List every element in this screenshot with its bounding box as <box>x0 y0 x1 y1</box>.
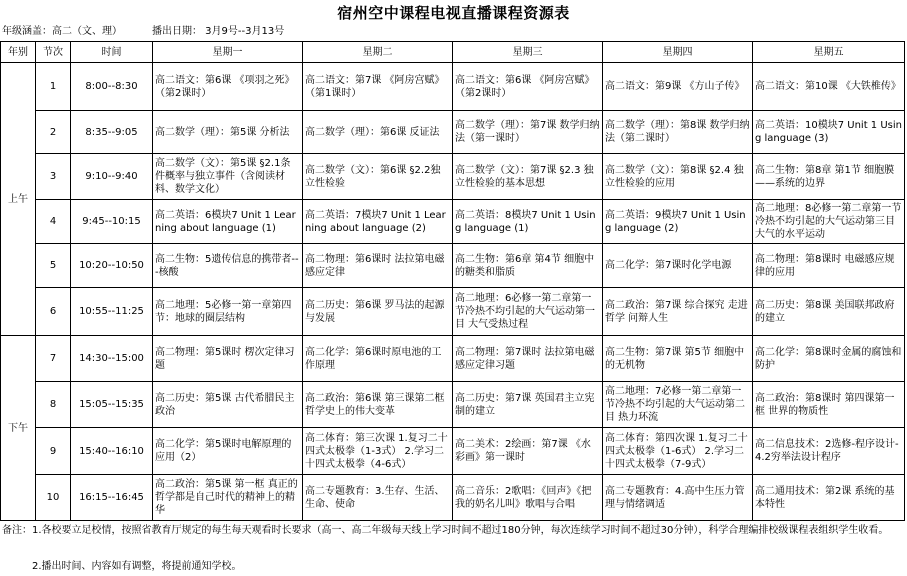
course-text: 高二英语：8模块7 Unit 1 Using language (1) <box>455 209 596 234</box>
course-text: 高二体育：第三次课 1.复习二十四式太极拳（1-3式） 2.学习二十四式太极拳（4-6式） <box>305 432 448 470</box>
course-text: 高二音乐：2歌唱：《回声》《把我的奶名儿叫》歌唱与合唱 <box>455 485 592 510</box>
header-tuesday: 星期二 <box>303 42 453 63</box>
course-text: 高二化学：第8课时金属的腐蚀和防护 <box>755 346 902 371</box>
header-row <box>1 42 905 63</box>
course-cell-monday <box>153 200 303 244</box>
header-friday: 星期五 <box>753 42 905 63</box>
course-text: 高二专题教育：3.生存、生活、生命、使命 <box>305 485 445 510</box>
period-number: 8 <box>36 382 71 428</box>
course-cell-friday <box>753 336 905 382</box>
course-cell-monday <box>153 336 303 382</box>
course-text: 高二数学（文）：第7课 §2.3 独立性检验的基本思想 <box>455 164 594 189</box>
course-cell-wednesday <box>453 288 603 336</box>
period-time: 9:45--10:15 <box>71 200 153 244</box>
remarks-note-2: 2.播出时间、内容如有调整，将提前通知学校。 <box>32 561 242 572</box>
course-cell-wednesday <box>453 428 603 475</box>
header-wednesday: 星期三 <box>453 42 603 63</box>
course-text: 高二物理：第6课时 法拉第电磁感应定律 <box>305 253 445 278</box>
course-cell-wednesday <box>453 111 603 154</box>
course-cell-wednesday <box>453 63 603 111</box>
schedule-row <box>1 154 905 200</box>
course-text: 高二历史：第6课 罗马法的起源与发展 <box>305 299 445 324</box>
period-number: 5 <box>36 244 71 288</box>
header-thursday: 星期四 <box>603 42 753 63</box>
course-text: 高二数学（理）：第8课 数学归纳法（第二课时） <box>605 120 750 144</box>
course-text: 高二政治：第8课时 第四课第一框 世界的物质性 <box>755 392 895 417</box>
course-text: 高二信息技术：2选修-程序设计-4.2穷举法设计程序 <box>755 439 899 463</box>
course-text: 高二数学（文）：第8课 §2.4 独立性检验的应用 <box>605 164 744 189</box>
course-text: 高二通用技术：第2课 系统的基本特性 <box>755 485 895 510</box>
course-text: 高二生物：第7课 第5节 细胞中的无机物 <box>605 346 745 371</box>
course-cell-thursday <box>603 200 753 244</box>
course-cell-friday <box>753 111 905 154</box>
course-text: 高二英语：7模块7 Unit 1 Learning about language (2) <box>305 209 446 234</box>
period-time: 10:20--10:50 <box>71 244 153 288</box>
course-cell-thursday <box>603 111 753 154</box>
period-time: 8:00--8:30 <box>71 63 153 111</box>
course-cell-tuesday <box>303 428 453 475</box>
schedule-row <box>1 200 905 244</box>
broadcast-dates: 播出日期： 3月9号--3月13号 <box>152 26 285 37</box>
course-text: 高二美术：2绘画：第7课 《水彩画》第一课时 <box>455 439 591 463</box>
schedule-row <box>1 244 905 288</box>
schedule-row <box>1 63 905 111</box>
course-text: 高二历史：第7课 英国君主立宪制的建立 <box>455 392 595 417</box>
course-cell-tuesday <box>303 154 453 200</box>
course-cell-thursday <box>603 382 753 428</box>
course-text: 高二政治：第7课 综合探究 走进哲学 问辩人生 <box>605 299 748 324</box>
course-text: 高二数学（文）：第6课 §2.2独立性检验 <box>305 164 441 189</box>
period-time: 8:35--9:05 <box>71 111 153 154</box>
course-text: 高二地理：8必修一第二章第一节冷热不均引起的大气运动第三目 大气的水平运动 <box>755 203 902 240</box>
course-cell-thursday <box>603 154 753 200</box>
course-cell-thursday <box>603 63 753 111</box>
section-label: 上午 <box>1 63 36 336</box>
course-cell-tuesday <box>303 336 453 382</box>
period-number: 1 <box>36 63 71 111</box>
course-text: 高二化学：第5课时电解原理的应用（2） <box>155 439 292 463</box>
period-number: 10 <box>36 475 71 521</box>
course-text: 高二政治：第5课 第一框 真正的哲学都是自己时代的精神上的精华 <box>155 479 298 516</box>
course-cell-tuesday <box>303 111 453 154</box>
course-cell-thursday <box>603 428 753 475</box>
period-number: 2 <box>36 111 71 154</box>
section-label: 下午 <box>1 336 36 521</box>
course-text: 高二政治：第6课 第三课第二框 哲学史上的伟大变革 <box>305 392 445 417</box>
course-text: 高二地理：5必修一第一章第四节：地球的圈层结构 <box>155 299 292 324</box>
course-text: 高二体育：第四次课 1.复习二十四式太极拳（1-6式） 2.学习二十四式太极拳（7-9式） <box>605 432 748 470</box>
schedule-info <box>2 24 284 40</box>
course-cell-tuesday <box>303 475 453 521</box>
schedule-table <box>0 41 905 521</box>
course-cell-wednesday <box>453 154 603 200</box>
course-cell-thursday <box>603 288 753 336</box>
course-text: 高二地理：7必修一第二章第一节冷热不均引起的大气运动第二目 热力环流 <box>605 386 745 423</box>
page-title: 宿州空中课程电视直播课程资源表 <box>337 4 570 22</box>
period-number: 7 <box>36 336 71 382</box>
schedule-row <box>1 382 905 428</box>
header-period: 节次 <box>36 42 71 63</box>
header-time: 时间 <box>71 42 153 63</box>
course-text: 高二物理：第5课时 楞次定律习题 <box>155 346 295 371</box>
course-text: 高二生物：5遗传信息的携带者---核酸 <box>155 253 299 278</box>
course-cell-monday <box>153 154 303 200</box>
course-text: 高二英语：10模块7 Unit 1 Using language (3) <box>755 120 902 144</box>
course-text: 高二英语：6模块7 Unit 1 Learning about language (1) <box>155 209 296 234</box>
course-text: 高二专题教育：4.高中生压力管理与情绪调适 <box>605 485 745 510</box>
course-cell-tuesday <box>303 244 453 288</box>
grade-coverage: 年级涵盖：高二（文、理） <box>2 26 122 37</box>
schedule-row <box>1 111 905 154</box>
course-cell-friday <box>753 382 905 428</box>
schedule-row <box>1 288 905 336</box>
course-cell-thursday <box>603 244 753 288</box>
schedule-row <box>1 428 905 475</box>
course-cell-friday <box>753 475 905 521</box>
period-time: 16:15--16:45 <box>71 475 153 521</box>
course-text: 高二语文：第7课 《阿房宫赋》（第1课时） <box>305 74 445 99</box>
header-monday: 星期一 <box>153 42 303 63</box>
course-cell-tuesday <box>303 63 453 111</box>
course-cell-monday <box>153 111 303 154</box>
period-number: 9 <box>36 428 71 475</box>
course-cell-wednesday <box>453 200 603 244</box>
course-text: 高二地理：6必修一第二章第一节冷热不均引起的大气运动第一目 大气受热过程 <box>455 293 595 330</box>
course-cell-friday <box>753 288 905 336</box>
course-cell-monday <box>153 382 303 428</box>
course-cell-tuesday <box>303 288 453 336</box>
period-number: 3 <box>36 154 71 200</box>
course-cell-friday <box>753 244 905 288</box>
course-text: 高二数学（理）：第7课 数学归纳法（第一课时） <box>455 120 600 144</box>
schedule-row <box>1 475 905 521</box>
remarks-note: 备注：1.各校要立足校情，按照省教育厅规定的每生每天观看时长要求（高一、高二年级每天线上学习时间不超过180分钟，每次连续学习时间不超过30分钟），科学合理编排校级课程表组织学生收看。 <box>2 525 889 536</box>
course-cell-monday <box>153 63 303 111</box>
course-text: 高二数学（理）：第5课 分析法 <box>155 126 290 138</box>
course-cell-friday <box>753 428 905 475</box>
course-text: 高二语文：第6课 《项羽之死》（第2课时） <box>155 74 295 99</box>
course-cell-friday <box>753 63 905 111</box>
period-number: 6 <box>36 288 71 336</box>
course-cell-friday <box>753 200 905 244</box>
course-cell-thursday <box>603 475 753 521</box>
period-time: 9:10--9:40 <box>71 154 153 200</box>
course-cell-friday <box>753 154 905 200</box>
course-cell-monday <box>153 428 303 475</box>
period-number: 4 <box>36 200 71 244</box>
course-text: 高二生物：第8章 第1节 细胞膜——系统的边界 <box>755 164 895 189</box>
header-section: 年别 <box>1 42 36 63</box>
course-text: 高二生物：第6章 第4节 细胞中的糖类和脂质 <box>455 253 595 278</box>
course-cell-monday <box>153 475 303 521</box>
course-cell-monday <box>153 288 303 336</box>
period-time: 15:40--16:10 <box>71 428 153 475</box>
course-text: 高二数学（文）：第5课 §2.1条件概率与独立事件（含阅读材料、数学文化） <box>155 158 291 195</box>
course-text: 高二语文：第10课 《大铁椎传》 <box>755 81 901 92</box>
course-text: 高二化学：第7课时化学电源 <box>605 260 732 271</box>
course-text: 高二历史：第5课 古代希腊民主政治 <box>155 392 295 417</box>
course-cell-wednesday <box>453 475 603 521</box>
course-text: 高二物理：第7课时 法拉第电磁感应定律习题 <box>455 346 595 371</box>
period-time: 14:30--15:00 <box>71 336 153 382</box>
course-text: 高二历史：第8课 美国联邦政府的建立 <box>755 299 895 324</box>
course-text: 高二语文：第9课 《方山子传》 <box>605 81 745 92</box>
course-cell-wednesday <box>453 244 603 288</box>
course-text: 高二语文：第6课 《阿房宫赋》（第2课时） <box>455 74 595 99</box>
course-text: 高二物理：第8课时 电磁感应规律的应用 <box>755 253 895 278</box>
course-cell-tuesday <box>303 200 453 244</box>
course-text: 高二英语：9模块7 Unit 1 Using language (2) <box>605 209 746 234</box>
course-cell-tuesday <box>303 382 453 428</box>
course-text: 高二数学（理）：第6课 反证法 <box>305 126 440 138</box>
course-cell-monday <box>153 244 303 288</box>
period-time: 15:05--15:35 <box>71 382 153 428</box>
period-time: 10:55--11:25 <box>71 288 153 336</box>
course-cell-wednesday <box>453 336 603 382</box>
course-cell-wednesday <box>453 382 603 428</box>
course-text: 高二化学：第6课时原电池的工作原理 <box>305 346 442 371</box>
schedule-row <box>1 336 905 382</box>
course-cell-thursday <box>603 336 753 382</box>
